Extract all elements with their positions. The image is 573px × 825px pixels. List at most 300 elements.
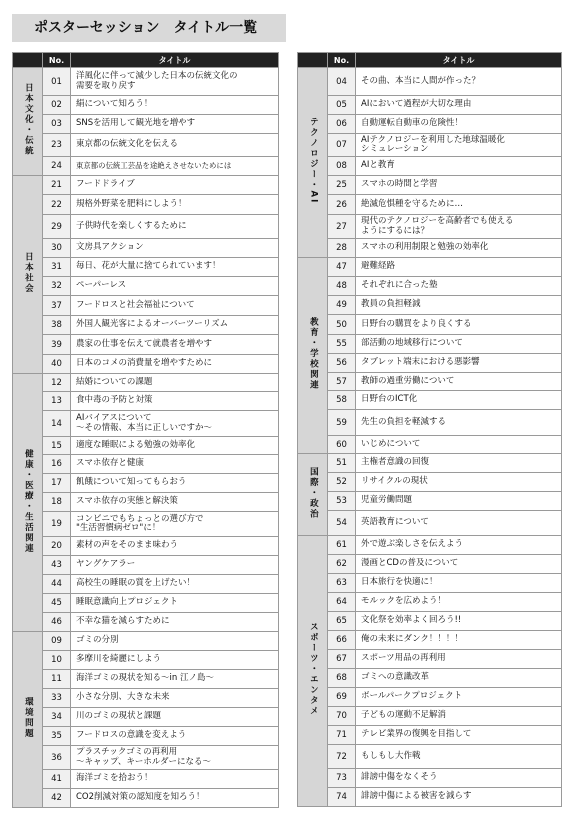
table-row [13, 176, 279, 195]
poster-number: 07 [328, 134, 356, 157]
table-row [13, 770, 279, 789]
poster-title [356, 335, 562, 354]
table-row [13, 789, 279, 808]
poster-number: 22 [43, 195, 71, 215]
table-row [298, 726, 562, 745]
poster-title-line: 誹謗中傷をなくそう [361, 772, 438, 783]
poster-title-line: スマホの利用制限と勉強の効率化 [361, 242, 489, 253]
poster-title [356, 176, 562, 195]
poster-number: 56 [328, 354, 356, 373]
poster-title [356, 726, 562, 745]
header-number: No. [43, 53, 71, 68]
poster-title [356, 157, 562, 176]
poster-title-line: 文化祭を効率よく回ろう!! [361, 615, 462, 626]
poster-title [71, 537, 279, 556]
poster-title-line: モルックを広めよう！ [361, 596, 447, 607]
poster-title [356, 277, 562, 296]
poster-title [71, 746, 279, 770]
poster-number: 68 [328, 669, 356, 688]
poster-title [71, 195, 279, 215]
table-row [298, 277, 562, 296]
table-row [298, 354, 562, 373]
poster-number: 47 [328, 258, 356, 277]
poster-title [356, 134, 562, 157]
poster-number: 55 [328, 335, 356, 354]
table-row [13, 613, 279, 632]
poster-title [356, 769, 562, 788]
header-blank [13, 53, 43, 68]
category-cell [298, 454, 328, 536]
category-cell [298, 536, 328, 807]
poster-title [71, 575, 279, 594]
poster-title-line: "生活習慣病ゼロ"に！ [76, 523, 161, 533]
table-row [298, 511, 562, 536]
poster-title-line: リサイクルの現状 [361, 476, 428, 487]
poster-title [71, 316, 279, 335]
poster-number: 74 [328, 788, 356, 807]
poster-number: 09 [43, 632, 71, 651]
poster-title [356, 258, 562, 277]
poster-title-line: スマホの時間と学習 [361, 179, 438, 190]
table-row [13, 708, 279, 727]
poster-title-line: タブレット端末における悪影響 [361, 357, 480, 368]
table-row [298, 574, 562, 593]
category-label: 国際・政治 [308, 466, 319, 520]
table-row [298, 68, 562, 96]
poster-title-line: 漫画とCDの普及について [361, 558, 459, 569]
table-row [13, 115, 279, 134]
poster-title-line: ゴミへの意識改革 [361, 672, 430, 683]
table-row [13, 537, 279, 556]
poster-number: 15 [43, 437, 71, 455]
poster-title-line: 多摩川を綺麗にしよう [76, 654, 162, 665]
poster-title-line: ペーパーレス [76, 280, 127, 291]
poster-title-line: AIと教育 [361, 160, 395, 171]
poster-title [71, 239, 279, 258]
table-row [13, 195, 279, 215]
poster-title [71, 355, 279, 374]
poster-title [71, 176, 279, 195]
poster-title [71, 651, 279, 670]
poster-title [71, 437, 279, 455]
poster-title-line: 需要を取り戻す [76, 80, 136, 91]
table-header-row [13, 53, 279, 68]
poster-title [356, 593, 562, 612]
poster-title [356, 688, 562, 707]
category-label: 教育・学校関連 [308, 317, 319, 391]
header-blank [298, 53, 328, 68]
poster-title-line: 〜キャップ、キーホルダーになる〜 [76, 756, 211, 767]
poster-title-line: 結婚についての課題 [76, 376, 153, 387]
table-row [13, 455, 279, 474]
poster-title [356, 68, 562, 96]
table-row [13, 651, 279, 670]
poster-title [356, 511, 562, 536]
poster-title-line: 部活動の地域移行について [361, 338, 463, 349]
poster-number: 60 [328, 436, 356, 454]
poster-number: 69 [328, 688, 356, 707]
poster-number: 53 [328, 492, 356, 511]
poster-title [71, 277, 279, 296]
table-row [298, 296, 562, 315]
poster-title-line: 子供時代を楽しくするために [76, 220, 187, 231]
poster-number: 73 [328, 769, 356, 788]
table-row [298, 788, 562, 807]
category-label: 日本文化・伝統 [23, 83, 34, 157]
poster-number: 72 [328, 745, 356, 769]
poster-number: 28 [328, 239, 356, 258]
poster-title-line: 東京都の伝統文化を伝える [76, 139, 179, 150]
poster-number: 12 [43, 374, 71, 392]
table-row [298, 96, 562, 115]
poster-title [356, 555, 562, 574]
table-row [13, 727, 279, 746]
table-row [13, 556, 279, 575]
poster-title-line: 主権者意識の回復 [361, 457, 430, 468]
poster-title-line: シミュレーション [361, 144, 429, 154]
table-row [298, 454, 562, 473]
poster-title [356, 96, 562, 115]
poster-number: 01 [43, 68, 71, 96]
poster-table-left [12, 52, 279, 808]
poster-title [356, 669, 562, 688]
poster-number: 50 [328, 315, 356, 335]
poster-number: 48 [328, 277, 356, 296]
poster-title-line: 児童労働問題 [361, 495, 413, 506]
poster-title-line: 適度な睡眠による勉強の効率化 [76, 439, 196, 450]
poster-number: 31 [43, 258, 71, 277]
poster-number: 26 [328, 195, 356, 215]
poster-number: 39 [43, 335, 71, 355]
poster-number: 44 [43, 575, 71, 594]
poster-number: 11 [43, 670, 71, 689]
poster-title-line: 飢餓について知ってもらおう [76, 477, 187, 488]
table-row [13, 670, 279, 689]
poster-title [356, 574, 562, 593]
poster-title [71, 613, 279, 632]
poster-number: 21 [43, 176, 71, 195]
poster-number: 40 [43, 355, 71, 374]
poster-title-line: 睡眠意識向上プロジェクト [76, 597, 178, 608]
poster-title [71, 689, 279, 708]
poster-title-line: 現代のテクノロジーを高齢者でも使える [361, 216, 514, 227]
poster-title [71, 789, 279, 808]
poster-number: 62 [328, 555, 356, 574]
poster-title [71, 670, 279, 689]
poster-title [356, 631, 562, 650]
table-row [13, 512, 279, 537]
poster-title [71, 296, 279, 316]
table-row [298, 436, 562, 454]
poster-title [356, 650, 562, 669]
poster-number: 25 [328, 176, 356, 195]
poster-title [71, 455, 279, 474]
poster-title [356, 745, 562, 769]
table-row [13, 474, 279, 493]
table-row [13, 258, 279, 277]
poster-title [356, 195, 562, 215]
poster-title [71, 708, 279, 727]
poster-title-line: フードロスの意識を変えよう [76, 730, 187, 741]
page-title: ポスターセッション タイトル一覧 [12, 14, 286, 42]
poster-title [71, 335, 279, 355]
table-row [13, 746, 279, 770]
table-row [298, 612, 562, 631]
poster-title-line: 日野台の購買をより良くする [361, 318, 472, 329]
poster-title [71, 594, 279, 613]
table-row [298, 536, 562, 555]
poster-number: 29 [43, 215, 71, 239]
poster-title [356, 115, 562, 134]
poster-title-line: 食中毒の予防と対策 [76, 395, 153, 406]
poster-title-line: 東京都の伝統工芸品を途絶えさせないためには [76, 161, 232, 170]
header-title: タイトル [71, 53, 279, 68]
poster-title [356, 454, 562, 473]
poster-title [71, 68, 279, 96]
poster-title-line: 農家の仕事を伝えて就農者を増やす [76, 338, 213, 349]
poster-title [71, 556, 279, 575]
poster-title-line: 規格外野菜を肥料にしよう！ [76, 198, 187, 209]
poster-number: 49 [328, 296, 356, 315]
poster-title [356, 436, 562, 454]
poster-number: 35 [43, 727, 71, 746]
table-row [298, 239, 562, 258]
poster-title-line: 英語教育について [361, 517, 429, 528]
poster-title-line: SNSを活用して観光地を増やす [76, 118, 196, 129]
poster-number: 63 [328, 574, 356, 593]
table-row [13, 296, 279, 316]
table-row [13, 316, 279, 335]
header-number: No. [328, 53, 356, 68]
poster-number: 13 [43, 392, 71, 411]
poster-number: 27 [328, 215, 356, 239]
category-label: 日本社会 [23, 252, 34, 294]
poster-table-right [297, 52, 562, 807]
table-row [13, 239, 279, 258]
poster-title-line: プラスチックゴミの再利用 [76, 747, 178, 758]
table-row [298, 669, 562, 688]
table-row [13, 493, 279, 512]
poster-title-line: フードロスと社会福祉について [76, 299, 195, 310]
poster-number: 61 [328, 536, 356, 555]
table-row [298, 745, 562, 769]
poster-number: 34 [43, 708, 71, 727]
table-row [298, 410, 562, 436]
poster-title-line: 外で遊ぶ楽しさを伝えよう [361, 539, 464, 550]
poster-title [71, 157, 279, 176]
poster-title-line: それぞれに合った塾 [361, 280, 438, 291]
poster-number: 19 [43, 512, 71, 537]
poster-title-line: 文房具アクション [76, 242, 144, 253]
poster-title [356, 315, 562, 335]
table-row [298, 473, 562, 492]
table-row [298, 688, 562, 707]
category-cell [13, 176, 43, 374]
poster-title-line: 日本旅行を快適に！ [361, 577, 438, 588]
table-header-row [298, 53, 562, 68]
poster-title [356, 215, 562, 239]
table-row [298, 315, 562, 335]
table-row [13, 632, 279, 651]
table-row [298, 631, 562, 650]
poster-title-line: 不幸な猫を減らすために [76, 616, 170, 627]
poster-title [71, 474, 279, 493]
table-row [298, 195, 562, 215]
table-row [13, 277, 279, 296]
poster-title-line: ようにするには？ [361, 225, 430, 236]
poster-number: 33 [43, 689, 71, 708]
table-row [298, 492, 562, 511]
poster-number: 54 [328, 511, 356, 536]
poster-title [71, 115, 279, 134]
poster-title-line: 外国人観光客によるオーバーツーリズム [76, 319, 229, 330]
poster-title [356, 492, 562, 511]
poster-title-line: スマホ依存の実態と解決策 [76, 496, 178, 507]
poster-title-line: 日野台のICT化 [361, 394, 418, 405]
poster-number: 45 [43, 594, 71, 613]
table-row [298, 215, 562, 239]
table-row [13, 411, 279, 437]
table-row [298, 373, 562, 391]
poster-title [356, 473, 562, 492]
poster-title-line: 海洋ゴミを拾おう！ [76, 773, 153, 784]
table-row [13, 689, 279, 708]
category-label: スポーツ・エンタメ [308, 622, 319, 717]
poster-number: 38 [43, 316, 71, 335]
poster-title-line: スマホ依存と健康 [76, 458, 144, 469]
category-cell [13, 68, 43, 176]
poster-number: 30 [43, 239, 71, 258]
table-row [13, 392, 279, 411]
poster-title-line: 素材の声をそのまま味わう [76, 540, 179, 551]
poster-title-line: もしもし大作戦 [361, 750, 421, 761]
poster-number: 65 [328, 612, 356, 631]
poster-title [356, 239, 562, 258]
poster-title-line: テレビ業界の復興を目指して [361, 729, 472, 740]
poster-title [71, 374, 279, 392]
poster-title [356, 707, 562, 726]
poster-title-line: 教員の負担軽減 [361, 299, 421, 310]
poster-title-line: 海洋ゴミの現状を知る〜in 江ノ島〜 [76, 673, 214, 684]
poster-number: 57 [328, 373, 356, 391]
table-row [13, 374, 279, 392]
table-row [298, 555, 562, 574]
category-cell [298, 68, 328, 258]
poster-title-line: その曲、本当に人間が作った？ [361, 75, 481, 86]
poster-number: 43 [43, 556, 71, 575]
poster-number: 41 [43, 770, 71, 789]
table-row [298, 593, 562, 612]
poster-number: 14 [43, 411, 71, 437]
poster-number: 66 [328, 631, 356, 650]
poster-title-line: 日本のコメの消費量を増やすために [76, 358, 213, 369]
poster-title-line: 高校生の睡眠の質を上げたい！ [76, 578, 196, 589]
poster-number: 36 [43, 746, 71, 770]
poster-title-line: 先生の負担を軽減する [361, 416, 447, 427]
poster-title-line: 絶滅危惧種を守るために… [361, 198, 464, 209]
poster-title-line: ヤングケアラー [76, 559, 136, 570]
poster-title-line: 子どもの運動不足解消 [361, 710, 447, 721]
poster-title [356, 391, 562, 410]
table-row [298, 707, 562, 726]
table-row [298, 335, 562, 354]
poster-number: 70 [328, 707, 356, 726]
poster-number: 10 [43, 651, 71, 670]
table-row [13, 215, 279, 239]
poster-number: 71 [328, 726, 356, 745]
category-label: 環境問題 [23, 697, 34, 739]
category-cell [298, 258, 328, 454]
poster-title-line: フードドライブ [76, 179, 135, 190]
table-row [298, 176, 562, 195]
poster-number: 51 [328, 454, 356, 473]
poster-number: 37 [43, 296, 71, 316]
poster-title [71, 632, 279, 651]
poster-title [356, 612, 562, 631]
poster-title [71, 392, 279, 411]
table-row [13, 68, 279, 96]
category-label: テクノロジー・AI [308, 117, 319, 205]
poster-title-line: 教師の過重労働について [361, 375, 455, 386]
poster-title [356, 536, 562, 555]
table-row [13, 594, 279, 613]
header-title: タイトル [356, 53, 562, 68]
poster-number: 06 [328, 115, 356, 134]
poster-title [71, 770, 279, 789]
table-row [298, 134, 562, 157]
table-row [298, 157, 562, 176]
poster-number: 24 [43, 157, 71, 176]
poster-number: 03 [43, 115, 71, 134]
poster-title-line: 毎日、花が大量に捨てられています！ [76, 261, 221, 272]
table-row [298, 769, 562, 788]
poster-title [71, 258, 279, 277]
poster-title-line: AIにおいて過程が大切な理由 [361, 99, 472, 110]
poster-number: 67 [328, 650, 356, 669]
table-row [13, 355, 279, 374]
poster-title-line: 〜その情報、本当に正しいですか〜 [76, 422, 213, 433]
poster-title [71, 411, 279, 437]
poster-number: 18 [43, 493, 71, 512]
poster-title-line: CO2削減対策の認知度を知ろう！ [76, 792, 205, 803]
poster-title-line: 自動運転自動車の危険性！ [361, 118, 464, 129]
table-row [13, 157, 279, 176]
poster-number: 58 [328, 391, 356, 410]
poster-title [71, 134, 279, 157]
poster-number: 46 [43, 613, 71, 632]
poster-title [71, 96, 279, 115]
poster-number: 23 [43, 134, 71, 157]
poster-title [356, 410, 562, 436]
poster-number: 02 [43, 96, 71, 115]
poster-number: 08 [328, 157, 356, 176]
category-label: 健康・医療・生活関連 [23, 448, 34, 554]
poster-title-line: 避難経路 [361, 261, 396, 272]
poster-title [356, 296, 562, 315]
poster-number: 52 [328, 473, 356, 492]
poster-title-line: 小さな分別、大きな未来 [76, 692, 170, 703]
poster-title-line: 絹について知ろう！ [76, 99, 153, 110]
poster-title [71, 512, 279, 537]
poster-number: 16 [43, 455, 71, 474]
poster-title-line: ゴミの分別 [76, 635, 119, 646]
poster-title-line: 誹謗中傷による被害を減らす [361, 791, 472, 802]
poster-number: 04 [328, 68, 356, 96]
poster-title [356, 373, 562, 391]
table-row [298, 258, 562, 277]
poster-title-line: いじめについて [361, 438, 421, 449]
poster-number: 59 [328, 410, 356, 436]
